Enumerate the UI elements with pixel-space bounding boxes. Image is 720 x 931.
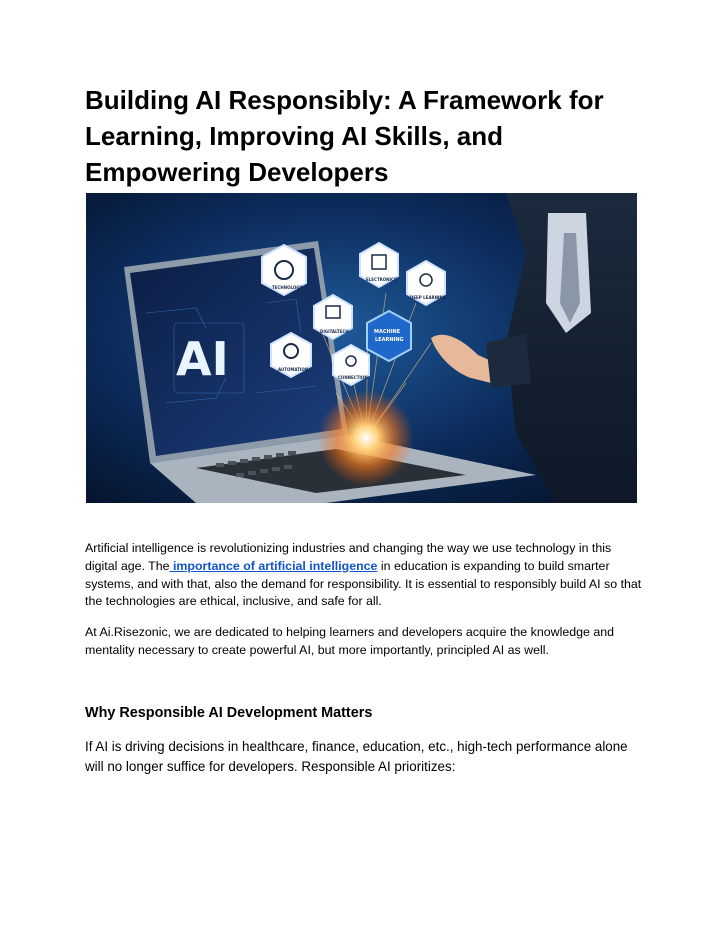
hex-label-machine: MACHINE [374, 329, 401, 335]
hex-label-automation: AUTOMATION [278, 367, 309, 372]
intro-paragraph [85, 540, 645, 611]
intro-text-before-link: Artificial intelligence is revolutionizing industries and changing the way we use technology in this digital age. The [85, 541, 612, 573]
section-heading: Why Responsible AI Development Matters [85, 705, 373, 721]
mission-paragraph: At Ai.Risezonic, we are dedicated to helping learners and developers acquire the knowledge and mentality necessary to create powerful AI, but more importantly, principled AI as well. [85, 625, 615, 657]
section-body-paragraph: If AI is driving decisions in healthcare, finance, education, etc., high-tech performance alone will no longer suffice for developers. Responsible AI prioritizes: [85, 739, 628, 774]
hex-label-learning: LEARNING [375, 337, 404, 343]
article-title: Building AI Responsibly: A Framework for Learning, Improving AI Skills, and Empowering Developers [85, 85, 604, 187]
hex-label-deep-learning: DEEP LEARNING [410, 295, 447, 300]
hex-label-digitaltech: DIGITALTECH [320, 329, 349, 334]
hero-image [86, 193, 637, 503]
hex-label-technology: TECHNOLOGY [272, 285, 303, 290]
intro-text-after-link: in education is expanding to build smarter systems, and with that, also the demand for responsibility. It is essential to responsibly build AI so that the technologies are ethical, inclusive, and safe for all. [85, 558, 642, 609]
screen-ai-text: AI [176, 332, 229, 386]
hex-label-connection: CONNECTION [338, 375, 368, 380]
importance-of-ai-link[interactable]: importance of artificial intelligence [169, 558, 378, 573]
hex-label-electronics: ELECTRONICS [366, 277, 397, 282]
